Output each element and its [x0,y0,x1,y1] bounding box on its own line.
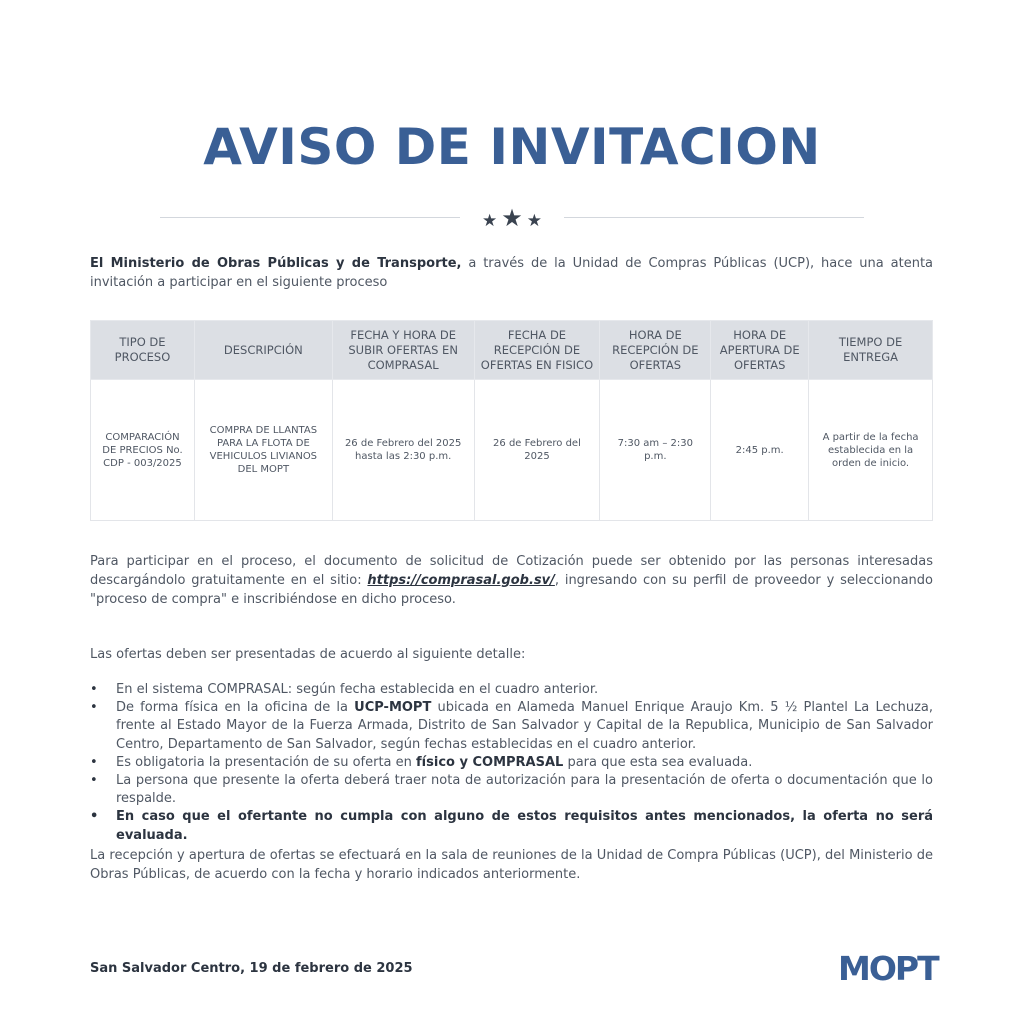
list-item [90,681,933,699]
process-table [90,320,933,521]
req-3-text-c: para que esta sea evaluada. [563,754,753,770]
req-4-text: La persona que presente la oferta deberá traer nota de autorización para la presentación de oferta o documentación que lo respalde. [116,773,933,807]
req-2-text-a: De forma física en la oficina de la [116,700,355,716]
req-2-text-c: ubicada en Alameda Manuel Enrique Araujo Km. 5 ½ Plantel La Lechuza, frente al Estado Mayor de la Fuerza Armada, Distrito de San Salvador y Capital de la Republica, Municipio de San Salvador Centro, Departamento de San Salvador, según fechas establecidas en el cuadro anterior. [116,700,934,752]
col-header-descripcion: DESCRIPCIÓN [194,321,332,380]
col-header-tiempo-entrega: TIEMPO DE ENTREGA [809,321,933,380]
divider-line-left [160,217,460,218]
cell-descripcion: COMPRA DE LLANTAS PARA LA FLOTA DE VEHICULOS LIVIANOS DEL MOPT [194,380,332,521]
mopt-logo: MOPT [838,949,938,988]
intro-text: a través de la Unidad de Compras Públicas (UCP), hace una atenta invitación a participar en el siguiente proceso [90,256,934,290]
req-1-text: En el sistema COMPRASAL: según fecha establecida en el cuadro anterior. [116,682,599,697]
cell-fecha-fisico: 26 de Febrero del 2025 [474,380,600,521]
reception-paragraph: La recepción y apertura de ofertas se efectuará en la sala de reuniones de la Unidad de Compra Públicas (UCP), del Ministerio de Obras Públicas, de acuerdo con la fecha y horario indicados anteriormente. [90,848,933,882]
req-3-emphasis: físico y COMPRASAL [416,754,564,770]
comprasal-link[interactable]: https://comprasal.gob.sv/ [367,573,555,588]
list-item [90,699,933,754]
list-item [90,808,933,844]
cell-tipo: COMPARACIÓN DE PRECIOS No. CDP - 003/2025 [91,380,195,521]
divider-line-right [564,217,864,218]
para1-text-before: Para participar en el proceso, el documento de solicitud de Cotización puede ser obtenido por las personas interesadas descargándolo gratuitamente en el sitio: [90,554,933,588]
requirements-list [90,681,933,845]
cell-hora-apertura: 2:45 p.m. [711,380,809,521]
req-3-text-a: Es obligatoria la presentación de su oferta en [116,754,417,770]
ministry-name: El Ministerio de Obras Públicas y de Transporte, [90,256,462,271]
offers-heading-paragraph: Las ofertas deben ser presentadas de acuerdo al siguiente detalle: [90,647,526,662]
star-icon: ★ [526,211,542,231]
col-header-hora-apertura: HORA DE APERTURA DE OFERTAS [711,321,809,380]
star-icon: ★ [501,204,523,232]
table-header-row [91,321,933,380]
star-divider [160,205,864,231]
req-2-office: UCP-MOPT [354,700,432,716]
para1-text-after: , ingresando con su perfil de proveedor y seleccionando "proceso de compra" e inscribiéndose en dicho proceso. [90,573,933,607]
participation-paragraph [90,552,933,609]
stars-ornament [470,205,554,234]
req-5-text: En caso que el ofertante no cumpla con alguno de estos requisitos antes mencionados, la oferta no será evaluada. [116,809,933,843]
list-item [90,772,933,808]
table-row [91,380,933,521]
star-icon: ★ [481,211,498,231]
list-item [90,754,933,772]
cell-fecha-comprasal: 26 de Febrero del 2025 hasta las 2:30 p.m. [332,380,474,521]
cell-hora-recepcion: 7:30 am – 2:30 p.m. [600,380,711,521]
col-header-tipo: TIPO DE PROCESO [91,321,195,380]
col-header-fecha-fisico: FECHA DE RECEPCIÓN DE OFERTAS EN FISICO [474,321,600,380]
footer-date: San Salvador Centro, 19 de febrero de 2025 [90,961,413,976]
intro-paragraph [90,254,933,292]
col-header-hora-recepcion: HORA DE RECEPCIÓN DE OFERTAS [600,321,711,380]
col-header-fecha-comprasal: FECHA Y HORA DE SUBIR OFERTAS EN COMPRASAL [332,321,474,380]
page-title: AVISO DE INVITACION [203,118,821,176]
cell-tiempo-entrega: A partir de la fecha establecida en la orden de inicio. [809,380,933,521]
